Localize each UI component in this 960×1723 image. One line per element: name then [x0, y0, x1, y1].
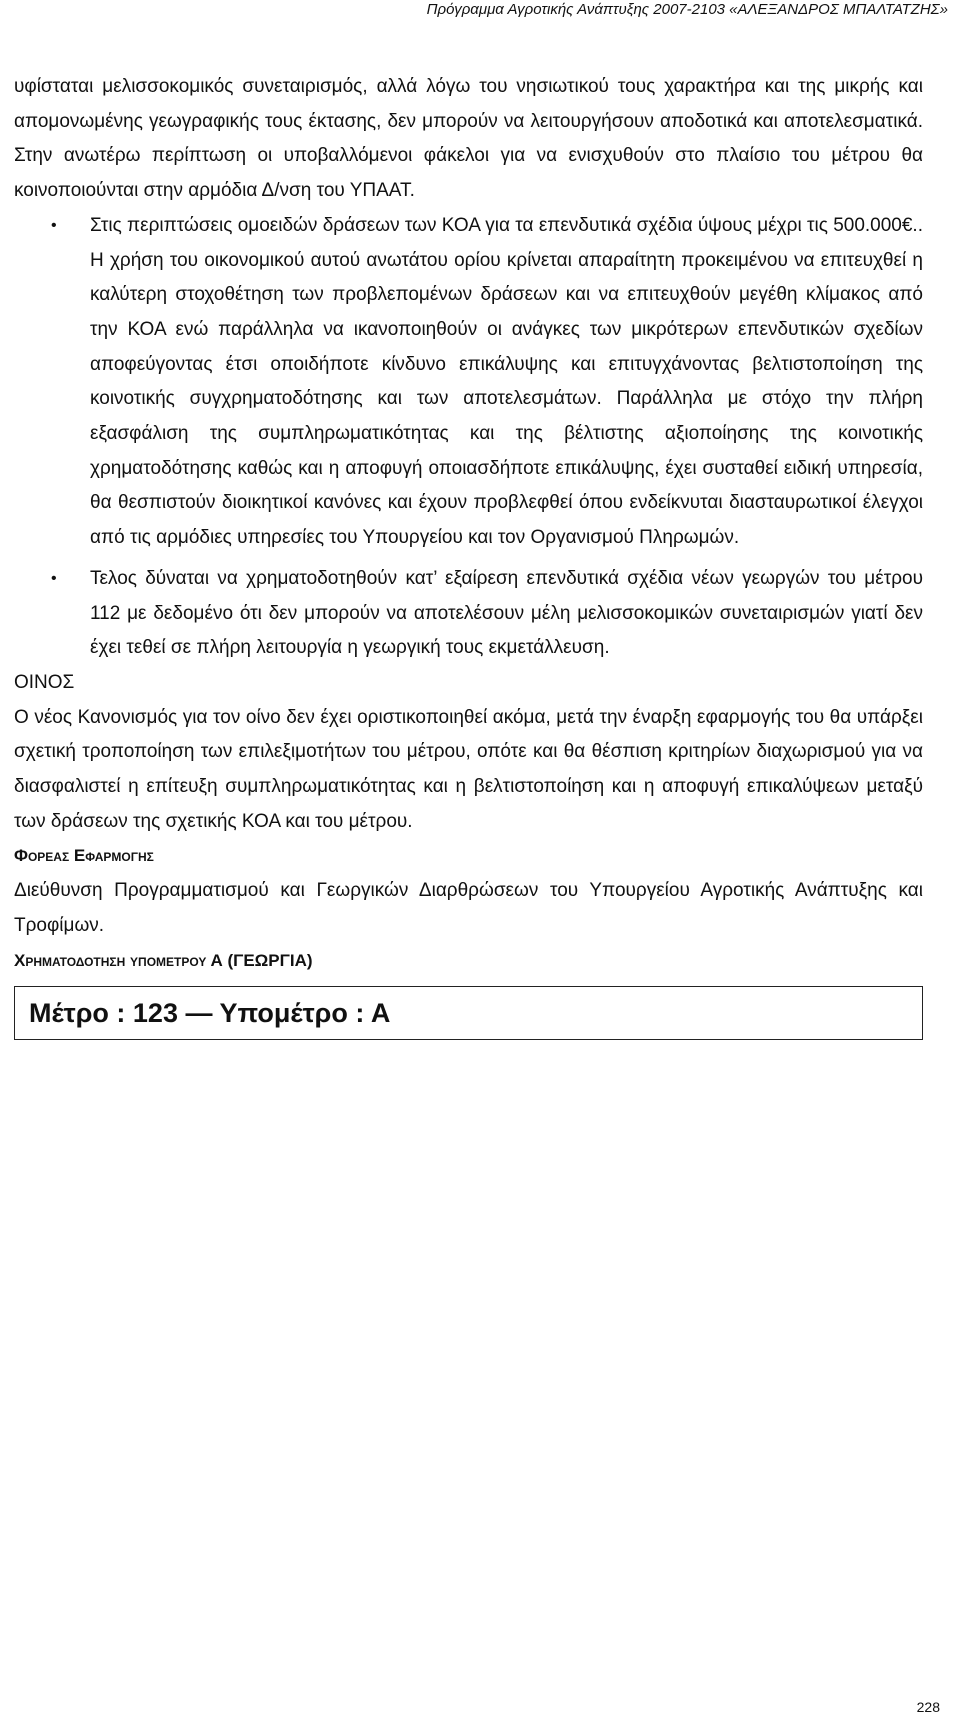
document-body	[14, 70, 923, 1040]
running-header: Πρόγραμμα Αγροτικής Ανάπτυξης 2007-2103 «ΑΛΕΞΑΝΔΡΟΣ ΜΠΑΛΤΑΤΖΗΣ»	[426, 1, 948, 18]
intro-paragraph: υφίσταται μελισσοκομικός συνεταιρισμός, αλλά λόγω του νησιωτικού τους χαρακτήρα και της μικρής και απομονωμένης γεωγραφικής τους έκτασης, δεν μπορούν να λειτουργήσουν αποδοτικά και αποτελεσματικά. Στην ανωτέρω περίπτωση οι υποβαλλόμενοι φάκελοι για να ενισχυθούν στο πλαίσιο του μέτρου θα κοινοποιούνται στην αρμόδια Δ/νση του ΥΠΑΑΤ.	[14, 76, 923, 202]
wine-title: ΟΙΝΟΣ	[14, 671, 75, 693]
bullet-icon: •	[51, 216, 57, 234]
bullet-item-1	[14, 209, 923, 556]
measure-box: Μέτρο : 123 — Υπομέτρο : Α	[14, 986, 923, 1040]
bullet-text: Τελος δύναται να χρηματοδοτηθούν κατ’ εξαίρεση επενδυτικά σχέδια νέων γεωργών του μέτρου 112 με δεδομένο ότι δεν μπορούν να αποτελέσουν μέλη μελισσοκομικών συνεταιρισμών γιατί δεν έχει τεθεί σε πλήρη λειτουργία η γεωργική τους εκμετάλλευση.	[90, 567, 923, 659]
page-number: 228	[916, 1699, 940, 1715]
wine-paragraph: Ο νέος Κανονισμός για τον οίνο δεν έχει οριστικοποιηθεί ακόμα, μετά την έναρξη εφαρμογής του θα υπάρξει σχετική τροποποίηση των επιλεξιμοτήτων του μέτρου, οπότε και θα θέσπιση κριτηρίων διαχωρισμού για να διασφαλιστεί η επίτευξη συμπληρωματικότητας και η βελτιστοποίηση και η αποφυγή επικαλύψεων μεταξύ των δράσεων της σχετικής ΚΟΑ και του μέτρου.	[14, 706, 923, 832]
bullet-icon: •	[51, 569, 57, 587]
financing-title: Χρηματοδοτηση υπομετρου Α (ΓΕΩΡΓΙΑ)	[14, 950, 313, 970]
bullet-text: Στις περιπτώσεις ομοειδών δράσεων των ΚΟΑ για τα επενδυτικά σχέδια ύψους μέχρι τις 500.000€.. Η χρήση του οικονομικού αυτού ανωτάτου ορίου κρίνεται απαραίτητη προκειμένου να επιτευχθεί η καλύτερη στοχοθέτηση των προβλεπομένων δράσεων και να επιτευχθούν μεγέθη κλίμακος από την ΚΟΑ ενώ παράλληλα να ικανοποιηθούν οι ανάγκες των μικρότερων επενδυτικών σχεδίων αποφεύγοντας έτσι οποιδήποτε κίνδυνο επικάλυψης και επιτυγχάνοντας βελτιστοποίηση της κοινοτικής συγχρηματοδότησης και των αποτελεσμάτων. Παράλληλα με στόχο την πλήρη εξασφάλιση της συμπληρωματικότητας και της βέλτιστης αξιοποίησης της κοινοτικής χρηματοδότησης καθώς και η αποφυγή οποιασδήποτε επικάλυψης, έχει συσταθεί ειδική υπηρεσία, θα θεσπιστούν διοικητικοί κανόνες και έχουν προβλεφθεί όπου ενδείκνυται διασταυρωτικοί έλεγχοι από τις αρμόδιες υπηρεσίες του Υπουργείου και τον Οργανισμού Πληρωμών.	[90, 214, 923, 549]
bullet-item-2	[14, 562, 923, 666]
implementing-body-title: Φορεας Εφαρμογης	[14, 846, 154, 866]
implementing-body-paragraph: Διεύθυνση Προγραμματισμού και Γεωργικών Διαρθρώσεων του Υπουργείου Αγροτικής Ανάπτυξης και Τροφίμων.	[14, 880, 923, 936]
